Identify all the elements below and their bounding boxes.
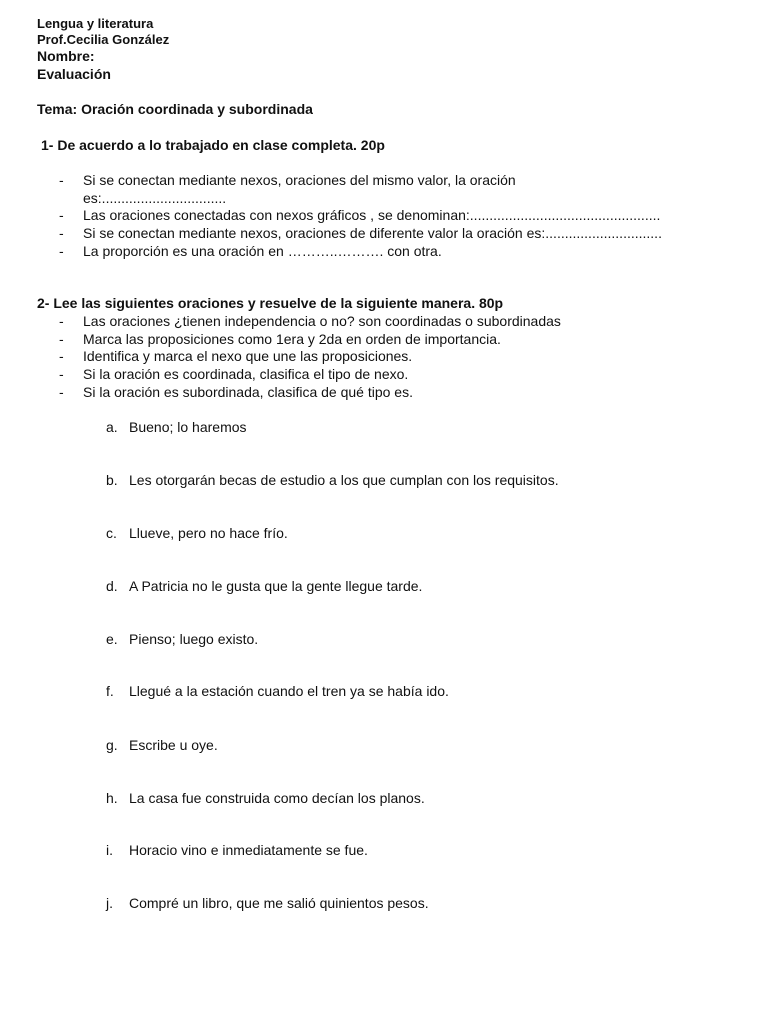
list-item-continuation: es:................................ bbox=[83, 190, 227, 206]
section-1-title: 1- De acuerdo a lo trabajado en clase completa. 20p bbox=[41, 137, 385, 153]
sentence-text: Escribe u oye. bbox=[129, 737, 218, 753]
bullet-dash: - bbox=[59, 207, 64, 223]
sentence-text: Llegué a la estación cuando el tren ya se había ido. bbox=[129, 683, 449, 699]
instruction-text: Si la oración es subordinada, clasifica de qué tipo es. bbox=[83, 384, 413, 400]
instruction-text: Marca las proposiciones como 1era y 2da en orden de importancia. bbox=[83, 331, 501, 347]
bullet-dash: - bbox=[59, 331, 64, 347]
sentence-text: Les otorgarán becas de estudio a los que cumplan con los requisitos. bbox=[129, 472, 559, 488]
instruction-text: Identifica y marca el nexo que une las proposiciones. bbox=[83, 348, 413, 364]
subject-label: Lengua y literatura bbox=[37, 16, 154, 31]
list-item-text: Si se conectan mediante nexos, oraciones de diferente valor la oración es:.............................. bbox=[83, 225, 662, 241]
evaluation-label: Evaluación bbox=[37, 66, 111, 82]
sentence-letter: i. bbox=[106, 842, 113, 858]
sentence-letter: d. bbox=[106, 578, 118, 594]
name-label: Nombre: bbox=[37, 48, 95, 64]
sentence-letter: f. bbox=[106, 683, 114, 699]
bullet-dash: - bbox=[59, 172, 64, 188]
topic-title: Tema: Oración coordinada y subordinada bbox=[37, 101, 313, 117]
bullet-dash: - bbox=[59, 313, 64, 329]
sentence-text: Llueve, pero no hace frío. bbox=[129, 525, 288, 541]
bullet-dash: - bbox=[59, 384, 64, 400]
list-item-text: Si se conectan mediante nexos, oraciones del mismo valor, la oración bbox=[83, 172, 516, 188]
instruction-text: Si la oración es coordinada, clasifica el tipo de nexo. bbox=[83, 366, 409, 382]
sentence-text: Pienso; luego existo. bbox=[129, 631, 259, 647]
sentence-text: La casa fue construida como decían los planos. bbox=[129, 790, 425, 806]
bullet-dash: - bbox=[59, 243, 64, 259]
sentence-letter: h. bbox=[106, 790, 118, 806]
list-item-text: La proporción es una oración en ………..………. con otra. bbox=[83, 243, 442, 259]
bullet-dash: - bbox=[59, 366, 64, 382]
sentence-text: Horacio vino e inmediatamente se fue. bbox=[129, 842, 368, 858]
sentence-letter: g. bbox=[106, 737, 118, 753]
sentence-text: Bueno; lo haremos bbox=[129, 419, 247, 435]
sentence-letter: b. bbox=[106, 472, 118, 488]
list-item-text: Las oraciones conectadas con nexos gráficos , se denominan:................................................. bbox=[83, 207, 661, 223]
section-2-title: 2- Lee las siguientes oraciones y resuelve de la siguiente manera. 80p bbox=[37, 295, 504, 311]
teacher-label: Prof.Cecilia González bbox=[37, 32, 170, 47]
sentence-text: Compré un libro, que me salió quinientos pesos. bbox=[129, 895, 429, 911]
instruction-text: Las oraciones ¿tienen independencia o no? son coordinadas o subordinadas bbox=[83, 313, 561, 329]
bullet-dash: - bbox=[59, 348, 64, 364]
sentence-letter: e. bbox=[106, 631, 118, 647]
sentence-text: A Patricia no le gusta que la gente llegue tarde. bbox=[129, 578, 423, 594]
sentence-letter: a. bbox=[106, 419, 118, 435]
sentence-letter: c. bbox=[106, 525, 117, 541]
sentence-letter: j. bbox=[106, 895, 113, 911]
bullet-dash: - bbox=[59, 225, 64, 241]
